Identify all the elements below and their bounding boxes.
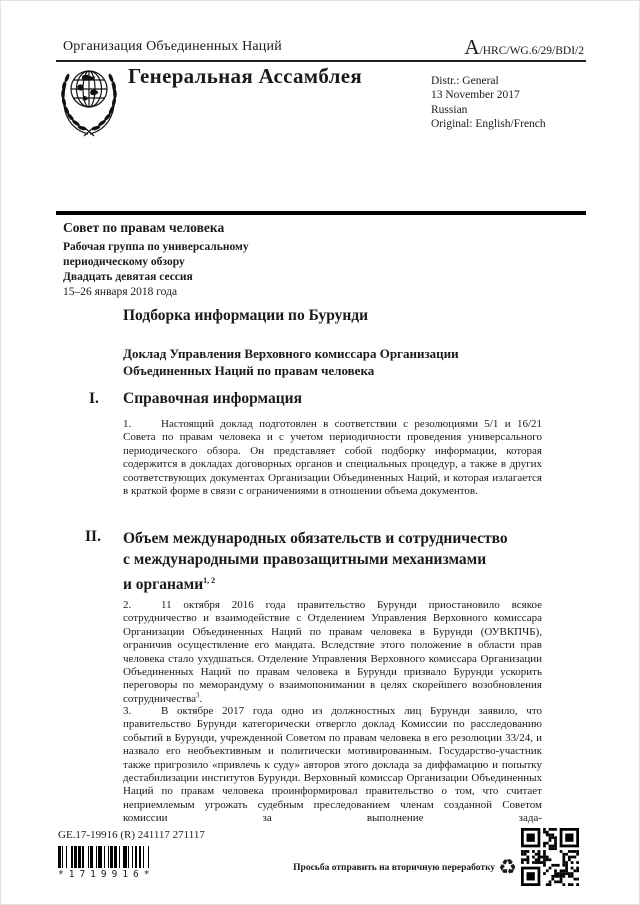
distr-original: Original: English/French bbox=[431, 117, 546, 130]
paragraph-2 bbox=[123, 599, 542, 706]
recycle-note: Просьба отправить на вторичную переработку bbox=[293, 862, 496, 873]
paragraph-1-number: 1. bbox=[123, 418, 132, 430]
council-name: Совет по правам человека bbox=[63, 220, 225, 235]
recycle-row bbox=[293, 857, 517, 878]
paragraph-3-number: 3. bbox=[123, 705, 132, 717]
paragraph-1 bbox=[123, 418, 542, 498]
ge-number: GE.17-19916 (R) 241117 271117 bbox=[58, 829, 205, 841]
distribution-block bbox=[431, 74, 546, 131]
paragraph-1-text: Настоящий доклад подготовлен в соответствии с резолюциями 5/1 и 16/21 Совета по правам человека и с учетом периодичности проведения универсального периодического обзора. Он представляет собой подборку информации, которая содержится в докладах договорных органов и специальных процедур, а также в других соответствующих документах Организации Объединенных Наций, и которая излагается в краткой форме в связи с ограничениями в отношении объема документов. bbox=[123, 418, 542, 498]
assembly-title: Генеральная Ассамблея bbox=[128, 64, 363, 88]
document-subtitle bbox=[123, 345, 459, 379]
paragraph-2-number: 2. bbox=[123, 599, 132, 611]
distr-language: Russian bbox=[431, 103, 468, 116]
section2-heading-line3: и органами$^{1, 2}$ bbox=[123, 576, 216, 594]
un-emblem-icon bbox=[58, 63, 120, 144]
working-group-line1: Рабочая группа по универсальному bbox=[63, 241, 249, 253]
distr-line: Distr.: General bbox=[431, 75, 499, 87]
paragraph-2-footnote-ref: 3 bbox=[196, 691, 200, 700]
section2-footnote-refs: 1, 2 bbox=[203, 576, 216, 585]
barcode-label: *1719916* bbox=[58, 869, 155, 880]
section1-heading: Справочная информация bbox=[123, 390, 302, 407]
section2-heading bbox=[123, 528, 563, 595]
session-dates: 15–26 января 2018 года bbox=[63, 286, 178, 298]
document-symbol-series: A bbox=[464, 35, 480, 59]
barcode bbox=[58, 846, 152, 868]
section1-numeral: I. bbox=[89, 390, 99, 407]
section2-numeral: II. bbox=[85, 528, 101, 545]
session-block bbox=[63, 220, 249, 300]
org-name: Организация Объединенных Наций bbox=[63, 39, 282, 54]
working-group-line2: периодическому обзору bbox=[63, 256, 185, 268]
document-symbol-number: /HRC/WG.6/29/BDI/2 bbox=[479, 45, 584, 57]
paragraph-2-text: 11 октября 2016 года правительство Бурунди приостановило всякое сотрудничество и взаимодействие с Отделением Управления Верховного комиссара Организации Объединенных Наций по правам человека в Бурунди (ОУВКПЧБ), ограничив осуществление его мандата. Вследствие этого положение в области прав человека стало ухудшаться. Отделение Управления Верховного комиссара Организации Объединенных Наций по правам человека в Бурунди призвало Бурунди ускорить переговоры по меморандуму о взаимопонимании в целях скорейшего возобновления сотрудничества bbox=[123, 599, 542, 705]
qr-code bbox=[521, 828, 579, 886]
subtitle-line2: Объединенных Наций по правам человека bbox=[123, 363, 375, 378]
header-rule bbox=[56, 60, 586, 62]
paragraph-2-tail: . bbox=[199, 692, 203, 705]
section2-heading-line2: с международными правозащитными механизмами bbox=[123, 551, 487, 568]
distr-date: 13 November 2017 bbox=[431, 89, 520, 102]
subtitle-line1: Доклад Управления Верховного комиссара Организации bbox=[123, 346, 459, 361]
paragraph-3 bbox=[123, 705, 542, 826]
document-title: Подборка информации по Бурунди bbox=[123, 307, 369, 324]
section2-heading-line1: Объем международных обязательств и сотрудничество bbox=[123, 530, 508, 547]
masthead-rule bbox=[56, 211, 586, 215]
session-name: Двадцать девятая сессия bbox=[63, 271, 193, 283]
recycle-icon: ♻ bbox=[498, 855, 517, 879]
paragraph-3-text: В октябре 2017 года одно из должностных лиц Бурунди заявило, что правительство Бурунди категорически отвергло доклад Комиссии по расследованию событий в Бурунди, учрежденной Советом по правам человека в его резолюции 33/24, и назвало его необъективным и политически мотивированным. Государство-участник также пригрозило «привлечь к суду» авторов этого доклада за диффамацию и попытку дестабилизации институтов Бурунди. Верховный комиссар Организации Объединенных Наций по правам человека проинформировал правительство о том, что считает неприемлемым угрожать судебным преследованием членам созданной Советом комиссии за выполнение зада- bbox=[123, 705, 542, 825]
document-symbol bbox=[464, 35, 584, 60]
